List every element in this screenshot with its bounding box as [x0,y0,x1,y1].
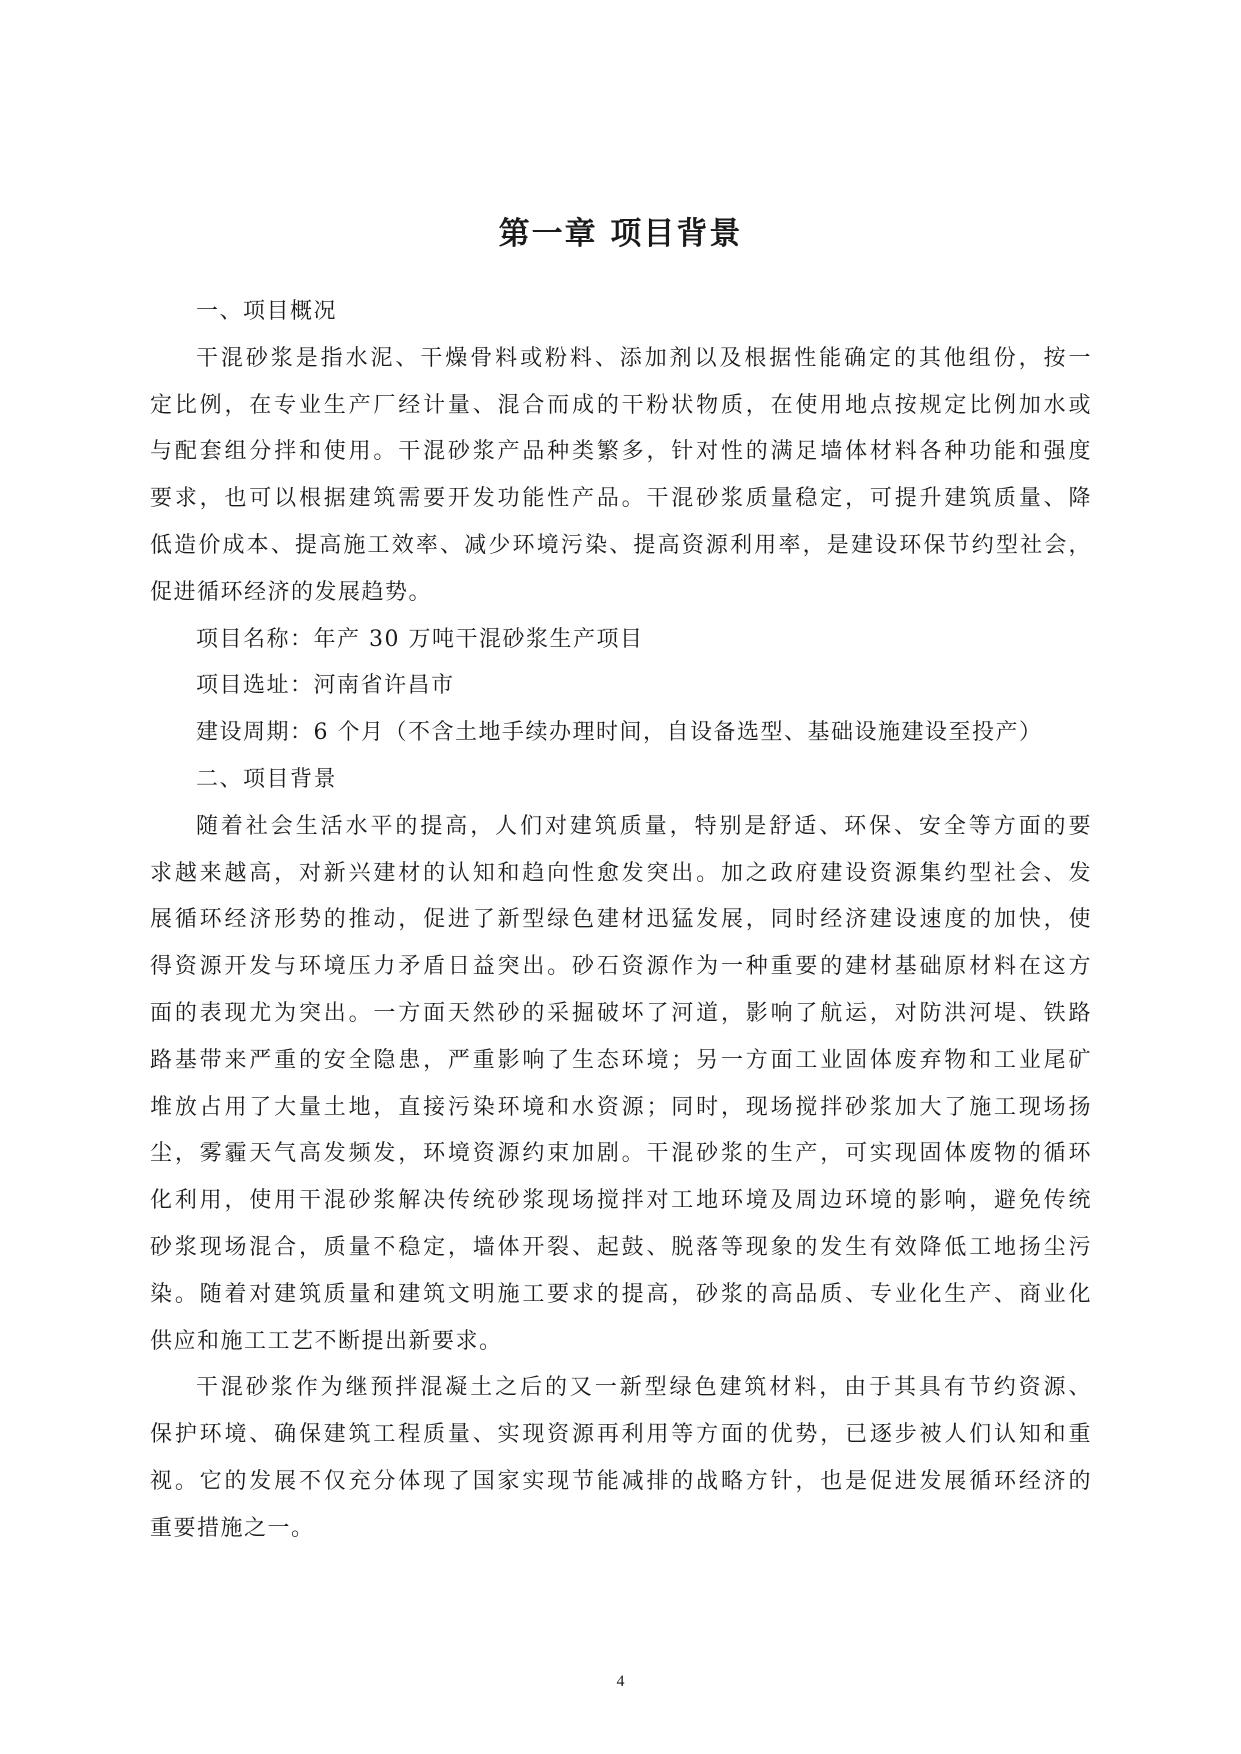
text-line: 展循环经济形势的推动，促进了新型绿色建材迅猛发展，同时经济建设速度的加快，使 [150,907,1092,933]
text-line: 保护环境、确保建筑工程质量、实现资源再利用等方面的优势，已逐步被人们认知和重 [150,1422,1092,1448]
text-line: 低造价成本、提高施工效率、减少环境污染、提高资源利用率，是建设环保节约型社会， [150,532,1092,558]
text-line: 随着社会生活水平的提高，人们对建筑质量，特别是舒适、环保、安全等方面的要 [196,813,1092,839]
text-line: 求越来越高，对新兴建材的认知和趋向性愈发突出。加之政府建设资源集约型社会、发 [150,860,1092,886]
page-number: 4 [616,1673,625,1690]
text-line: 干混砂浆是指水泥、干燥骨料或粉料、添加剂以及根据性能确定的其他组份，按一 [196,345,1092,371]
body-text [150,289,1092,1553]
text-line: 路基带来严重的安全隐患，严重影响了生态环境；另一方面工业固体废弃物和工业尾矿 [150,1047,1092,1073]
text-line: 砂浆现场混合，质量不稳定，墙体开裂、起鼓、脱落等现象的发生有效降低工地扬尘污 [150,1234,1092,1260]
text-line: 尘，雾霾天气高发频发，环境资源约束加剧。干混砂浆的生产，可实现固体废物的循环 [150,1141,1092,1167]
text-line: 项目选址：河南省许昌市 [196,673,455,699]
text-line: 供应和施工工艺不断提出新要求。 [150,1328,503,1354]
text-line: 面的表现尤为突出。一方面天然砂的采掘破坏了河道，影响了航运，对防洪河堤、铁路 [150,1000,1092,1026]
text-line: 二、项目背景 [196,766,338,792]
text-line: 与配套组分拌和使用。干混砂浆产品种类繁多，针对性的满足墙体材料各种功能和强度 [150,439,1092,465]
text-line: 视。它的发展不仅充分体现了国家实现节能减排的战略方针，也是促进发展循环经济的 [150,1468,1092,1494]
text-line: 项目名称：年产 30 万吨干混砂浆生产项目 [196,626,644,652]
text-line: 要求，也可以根据建筑需要开发功能性产品。干混砂浆质量稳定，可提升建筑质量、降 [150,486,1092,512]
text-line: 堆放占用了大量土地，直接污染环境和水资源；同时，现场搅拌砂浆加大了施工现场扬 [150,1094,1092,1120]
text-line: 化利用，使用干混砂浆解决传统砂浆现场搅拌对工地环境及周边环境的影响，避免传统 [150,1188,1092,1214]
text-line: 得资源开发与环境压力矛盾日益突出。砂石资源作为一种重要的建材基础原材料在这方 [150,954,1092,980]
text-line: 定比例，在专业生产厂经计量、混合而成的干粉状物质，在使用地点按规定比例加水或 [150,392,1092,418]
text-line: 染。随着对建筑质量和建筑文明施工要求的提高，砂浆的高品质、专业化生产、商业化 [150,1281,1092,1307]
text-line: 重要措施之一。 [150,1515,315,1541]
text-line: 干混砂浆作为继预拌混凝土之后的又一新型绿色建筑材料，由于其具有节约资源、 [196,1375,1092,1401]
chapter-title: 第一章 项目背景 [498,216,743,252]
text-line: 建设周期：6 个月（不含土地手续办理时间，自设备选型、基础设施建设至投产） [196,720,1043,746]
text-line: 一、项目概况 [196,299,338,324]
text-line: 促进循环经济的发展趋势。 [150,579,433,605]
